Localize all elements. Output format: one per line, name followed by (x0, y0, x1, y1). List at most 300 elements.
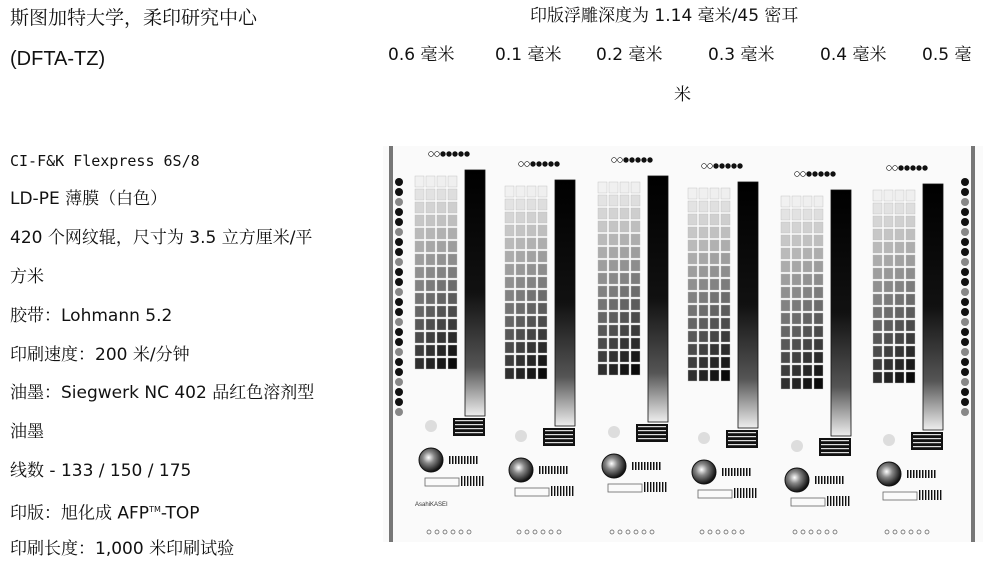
registration-dot (961, 348, 969, 356)
tone-patch (884, 307, 893, 318)
registration-dot (961, 208, 969, 216)
tone-patch (631, 182, 640, 193)
registration-dot (961, 248, 969, 256)
registration-dot (961, 218, 969, 226)
tone-patch (873, 320, 882, 331)
bar-mark (737, 488, 738, 498)
tone-patch (699, 318, 708, 329)
tone-patch (721, 279, 730, 290)
bar-mark (833, 496, 834, 506)
tone-patch (721, 214, 730, 225)
top-dot (525, 162, 530, 167)
bar-mark (934, 490, 935, 500)
tone-patch (437, 215, 446, 226)
depth-label-wrap: 米 (674, 85, 691, 105)
tone-patch (516, 355, 525, 366)
tone-patch (792, 326, 801, 337)
tone-patch (538, 316, 547, 327)
tone-patch (710, 227, 719, 238)
tone-patch (803, 300, 812, 311)
tone-patch (609, 273, 618, 284)
tone-patch (415, 241, 424, 252)
gradient-wedge (465, 170, 485, 416)
small-target (425, 420, 437, 432)
spec-length: 印刷长度：1,000 米印刷试验 (10, 539, 235, 559)
tone-patch (437, 254, 446, 265)
tone-patch (873, 242, 882, 253)
tone-patch (448, 358, 457, 369)
tone-patch (505, 277, 514, 288)
tone-patch (505, 355, 514, 366)
tone-patch (792, 313, 801, 324)
tone-patch (538, 303, 547, 314)
tone-patch (448, 241, 457, 252)
tone-patch (426, 306, 435, 317)
bar-mark (659, 462, 661, 470)
tone-patch (448, 215, 457, 226)
tone-patch (538, 290, 547, 301)
bar-mark (554, 466, 556, 474)
tone-patch (906, 307, 915, 318)
top-dot (702, 164, 707, 169)
tone-patch (699, 279, 708, 290)
tone-patch (505, 290, 514, 301)
info-line (821, 444, 849, 445)
top-dot (819, 172, 824, 177)
tone-patch (781, 196, 790, 207)
tone-patch (792, 365, 801, 376)
bar-mark (635, 462, 637, 470)
top-dot (441, 152, 446, 157)
bar-mark (725, 468, 727, 476)
tone-patch (415, 189, 424, 200)
registration-dot (961, 328, 969, 336)
tone-patch (448, 202, 457, 213)
spec-press: CI-F&K Flexpress 6S/8 (10, 152, 200, 170)
tone-patch (710, 344, 719, 355)
tone-patch (688, 305, 697, 316)
bar-mark (647, 462, 649, 470)
tone-patch (426, 215, 435, 226)
bar-mark (638, 462, 640, 470)
tone-patch (538, 355, 547, 366)
tone-patch (906, 281, 915, 292)
tone-patch (426, 358, 435, 369)
tone-patch (631, 247, 640, 258)
tone-patch (781, 300, 790, 311)
tone-patch (609, 195, 618, 206)
tone-patch (814, 365, 823, 376)
tone-patch (505, 238, 514, 249)
tone-patch (895, 333, 904, 344)
registration-dot (961, 238, 969, 246)
tone-patch (527, 264, 536, 275)
tone-patch (598, 221, 607, 232)
registration-dot (395, 348, 403, 356)
registration-dot (395, 178, 403, 186)
tone-patch (699, 201, 708, 212)
tone-patch (710, 240, 719, 251)
tone-patch (415, 202, 424, 213)
bar-mark (925, 490, 926, 500)
bar-mark (467, 456, 469, 464)
tone-patch (699, 240, 708, 251)
tone-patch (814, 300, 823, 311)
top-dot (447, 152, 452, 157)
top-dot (831, 172, 836, 177)
tone-patch (906, 203, 915, 214)
bar-mark (743, 468, 745, 476)
top-dot (624, 158, 629, 163)
info-line (821, 452, 849, 453)
tone-patch (803, 261, 812, 272)
tone-patch (792, 209, 801, 220)
bar-mark (662, 482, 663, 492)
registration-dot (395, 188, 403, 196)
tone-patch (538, 225, 547, 236)
tone-patch (814, 235, 823, 246)
tone-patch (710, 357, 719, 368)
bar-mark (650, 482, 651, 492)
registration-dot (961, 298, 969, 306)
tone-patch (631, 195, 640, 206)
tone-patch (688, 227, 697, 238)
tone-patch (437, 241, 446, 252)
top-dot (612, 158, 617, 163)
registration-dot (395, 198, 403, 206)
bar-mark (833, 476, 835, 484)
bar-mark (907, 470, 909, 478)
tone-patch (505, 251, 514, 262)
bar-mark (656, 462, 658, 470)
info-line (455, 424, 483, 425)
registration-dot (961, 188, 969, 196)
tone-patch (527, 355, 536, 366)
tone-patch (873, 203, 882, 214)
tone-patch (437, 189, 446, 200)
tone-patch (527, 277, 536, 288)
tone-patch (688, 266, 697, 277)
tone-patch (814, 378, 823, 389)
tone-patch (415, 267, 424, 278)
tone-patch (538, 342, 547, 353)
tone-patch (631, 338, 640, 349)
tone-patch (527, 329, 536, 340)
tone-patch (699, 357, 708, 368)
tone-patch (710, 253, 719, 264)
tone-patch (415, 358, 424, 369)
tone-patch (906, 333, 915, 344)
tone-patch (721, 305, 730, 316)
tone-patch (781, 313, 790, 324)
tone-patch (814, 274, 823, 285)
bar-mark (476, 476, 477, 486)
tone-patch (884, 268, 893, 279)
bar-mark (563, 486, 564, 496)
bar-mark (644, 482, 645, 492)
tone-patch (620, 247, 629, 258)
tone-patch (803, 235, 812, 246)
bar-mark (728, 468, 730, 476)
tone-patch (598, 208, 607, 219)
tone-patch (505, 342, 514, 353)
tone-patch (688, 318, 697, 329)
tone-patch (505, 316, 514, 327)
bar-mark (458, 456, 460, 464)
registration-dot (961, 398, 969, 406)
tone-patch (516, 225, 525, 236)
bar-mark (830, 476, 832, 484)
tone-patch (620, 260, 629, 271)
bar-mark (836, 496, 837, 506)
tone-patch (781, 339, 790, 350)
spec-tape: 胶带：Lohmann 5.2 (10, 306, 173, 326)
bar-mark (746, 468, 748, 476)
page-title-line1: 斯图加特大学，柔印研究中心 (10, 7, 258, 29)
registration-dot (961, 408, 969, 416)
registration-dot (395, 268, 403, 276)
tone-patch (527, 290, 536, 301)
tone-patch (598, 338, 607, 349)
tone-patch (505, 264, 514, 275)
tone-patch (426, 228, 435, 239)
bar-mark (545, 466, 547, 474)
tone-patch (884, 190, 893, 201)
bar-mark (566, 466, 568, 474)
tone-patch (699, 344, 708, 355)
tone-patch (721, 292, 730, 303)
tone-patch (688, 188, 697, 199)
tone-patch (792, 300, 801, 311)
bar-mark (827, 476, 829, 484)
tone-patch (437, 228, 446, 239)
tone-patch (448, 176, 457, 187)
info-line (545, 442, 573, 443)
tone-patch (527, 303, 536, 314)
bar-mark (922, 470, 924, 478)
bar-mark (641, 462, 643, 470)
tone-patch (884, 346, 893, 357)
bar-mark (665, 482, 666, 492)
tone-patch (620, 221, 629, 232)
tone-patch (884, 333, 893, 344)
round-target (602, 454, 626, 478)
registration-dot (395, 368, 403, 376)
spec-plate-suffix: -TOP (160, 503, 200, 524)
tone-patch (437, 267, 446, 278)
tone-patch (437, 202, 446, 213)
tone-patch (620, 351, 629, 362)
registration-dot (961, 178, 969, 186)
tone-patch (781, 248, 790, 259)
depth-label-6: 0.5 毫 (922, 45, 972, 65)
bar-mark (470, 476, 471, 486)
tone-patch (598, 260, 607, 271)
tone-patch (803, 352, 812, 363)
bar-mark (824, 476, 826, 484)
bar-mark (557, 466, 559, 474)
tone-patch (781, 209, 790, 220)
gradient-wedge (738, 182, 758, 428)
spec-film: LD-PE 薄膜（白色） (10, 189, 168, 209)
bar-mark (734, 468, 736, 476)
top-dot (732, 164, 737, 169)
tone-patch (884, 255, 893, 266)
tone-patch (688, 240, 697, 251)
tone-patch (437, 332, 446, 343)
trademark-mark: TM (149, 505, 161, 514)
spec-plate (10, 499, 199, 525)
tone-patch (699, 266, 708, 277)
tone-patch (631, 208, 640, 219)
tone-patch (710, 318, 719, 329)
bar-mark (455, 456, 457, 464)
tone-patch (814, 248, 823, 259)
bar-mark (931, 470, 933, 478)
tone-patch (710, 305, 719, 316)
info-line (638, 430, 666, 431)
tone-patch (631, 273, 640, 284)
top-dot (738, 164, 743, 169)
registration-dot (395, 218, 403, 226)
tone-patch (710, 279, 719, 290)
registration-dot (395, 318, 403, 326)
tone-patch (609, 234, 618, 245)
tone-patch (516, 316, 525, 327)
tone-patch (426, 332, 435, 343)
tone-patch (803, 248, 812, 259)
tone-patch (803, 287, 812, 298)
top-dot (726, 164, 731, 169)
bar-mark (470, 456, 472, 464)
tone-patch (448, 267, 457, 278)
tone-patch (688, 292, 697, 303)
registration-dot (395, 398, 403, 406)
bar-mark (743, 488, 744, 498)
tone-patch (781, 378, 790, 389)
tone-patch (527, 316, 536, 327)
tone-patch (609, 208, 618, 219)
top-dot (708, 164, 713, 169)
tone-patch (792, 261, 801, 272)
tone-patch (631, 325, 640, 336)
tone-patch (426, 254, 435, 265)
bar-mark (848, 496, 849, 506)
registration-dot (961, 198, 969, 206)
tone-patch (814, 261, 823, 272)
top-dot (905, 166, 910, 171)
top-dot (801, 172, 806, 177)
bar-mark (830, 496, 831, 506)
tone-patch (688, 201, 697, 212)
depth-label-4: 0.3 毫米 (708, 45, 775, 65)
tone-patch (895, 372, 904, 383)
tone-patch (527, 225, 536, 236)
registration-dot (961, 278, 969, 286)
bar-mark (557, 486, 558, 496)
tone-patch (906, 268, 915, 279)
spec-ink-2: 油墨 (10, 422, 44, 442)
bar-mark (842, 496, 843, 506)
tone-patch (527, 342, 536, 353)
tone-patch (688, 344, 697, 355)
tone-patch (699, 188, 708, 199)
tone-patch (538, 264, 547, 275)
tone-patch (814, 196, 823, 207)
tone-patch (721, 188, 730, 199)
tone-patch (895, 268, 904, 279)
top-dot (549, 162, 554, 167)
tone-patch (609, 260, 618, 271)
tone-patch (721, 370, 730, 381)
tone-patch (631, 312, 640, 323)
tone-patch (448, 254, 457, 265)
tone-patch (620, 273, 629, 284)
tone-patch (609, 247, 618, 258)
bar-mark (479, 476, 480, 486)
registration-dot (395, 338, 403, 346)
tone-patch (620, 182, 629, 193)
gradient-wedge (831, 190, 851, 436)
tone-patch (781, 352, 790, 363)
tone-patch (437, 358, 446, 369)
info-line (545, 430, 573, 431)
bar-mark (464, 456, 466, 464)
tone-patch (792, 235, 801, 246)
tone-patch (631, 221, 640, 232)
bar-mark (473, 476, 474, 486)
bar-mark (653, 462, 655, 470)
tone-patch (598, 286, 607, 297)
tone-patch (598, 364, 607, 375)
bar-mark (722, 468, 724, 476)
tone-patch (721, 240, 730, 251)
tone-patch (803, 326, 812, 337)
top-dot (537, 162, 542, 167)
tone-patch (527, 212, 536, 223)
test-print-image (383, 146, 983, 542)
tone-patch (620, 325, 629, 336)
tone-patch (437, 319, 446, 330)
top-dot (923, 166, 928, 171)
bar-mark (842, 476, 844, 484)
info-line (821, 448, 849, 449)
edge-line (971, 146, 975, 542)
tone-patch (873, 268, 882, 279)
bar-mark (560, 466, 562, 474)
spec-ink-1: 油墨：Siegwerk NC 402 品红色溶剂型 (10, 383, 315, 403)
top-dot (714, 164, 719, 169)
tone-patch (620, 299, 629, 310)
registration-dot (961, 368, 969, 376)
tone-patch (415, 345, 424, 356)
registration-dot (395, 278, 403, 286)
bar-mark (740, 488, 741, 498)
registration-dot (395, 258, 403, 266)
registration-dot (395, 288, 403, 296)
tone-patch (448, 189, 457, 200)
tone-patch (415, 306, 424, 317)
tone-patch (906, 229, 915, 240)
tone-patch (721, 227, 730, 238)
tone-patch (884, 229, 893, 240)
top-dot (887, 166, 892, 171)
top-dot (429, 152, 434, 157)
registration-dot (395, 378, 403, 386)
tone-patch (710, 292, 719, 303)
tone-patch (803, 222, 812, 233)
tone-patch (516, 329, 525, 340)
